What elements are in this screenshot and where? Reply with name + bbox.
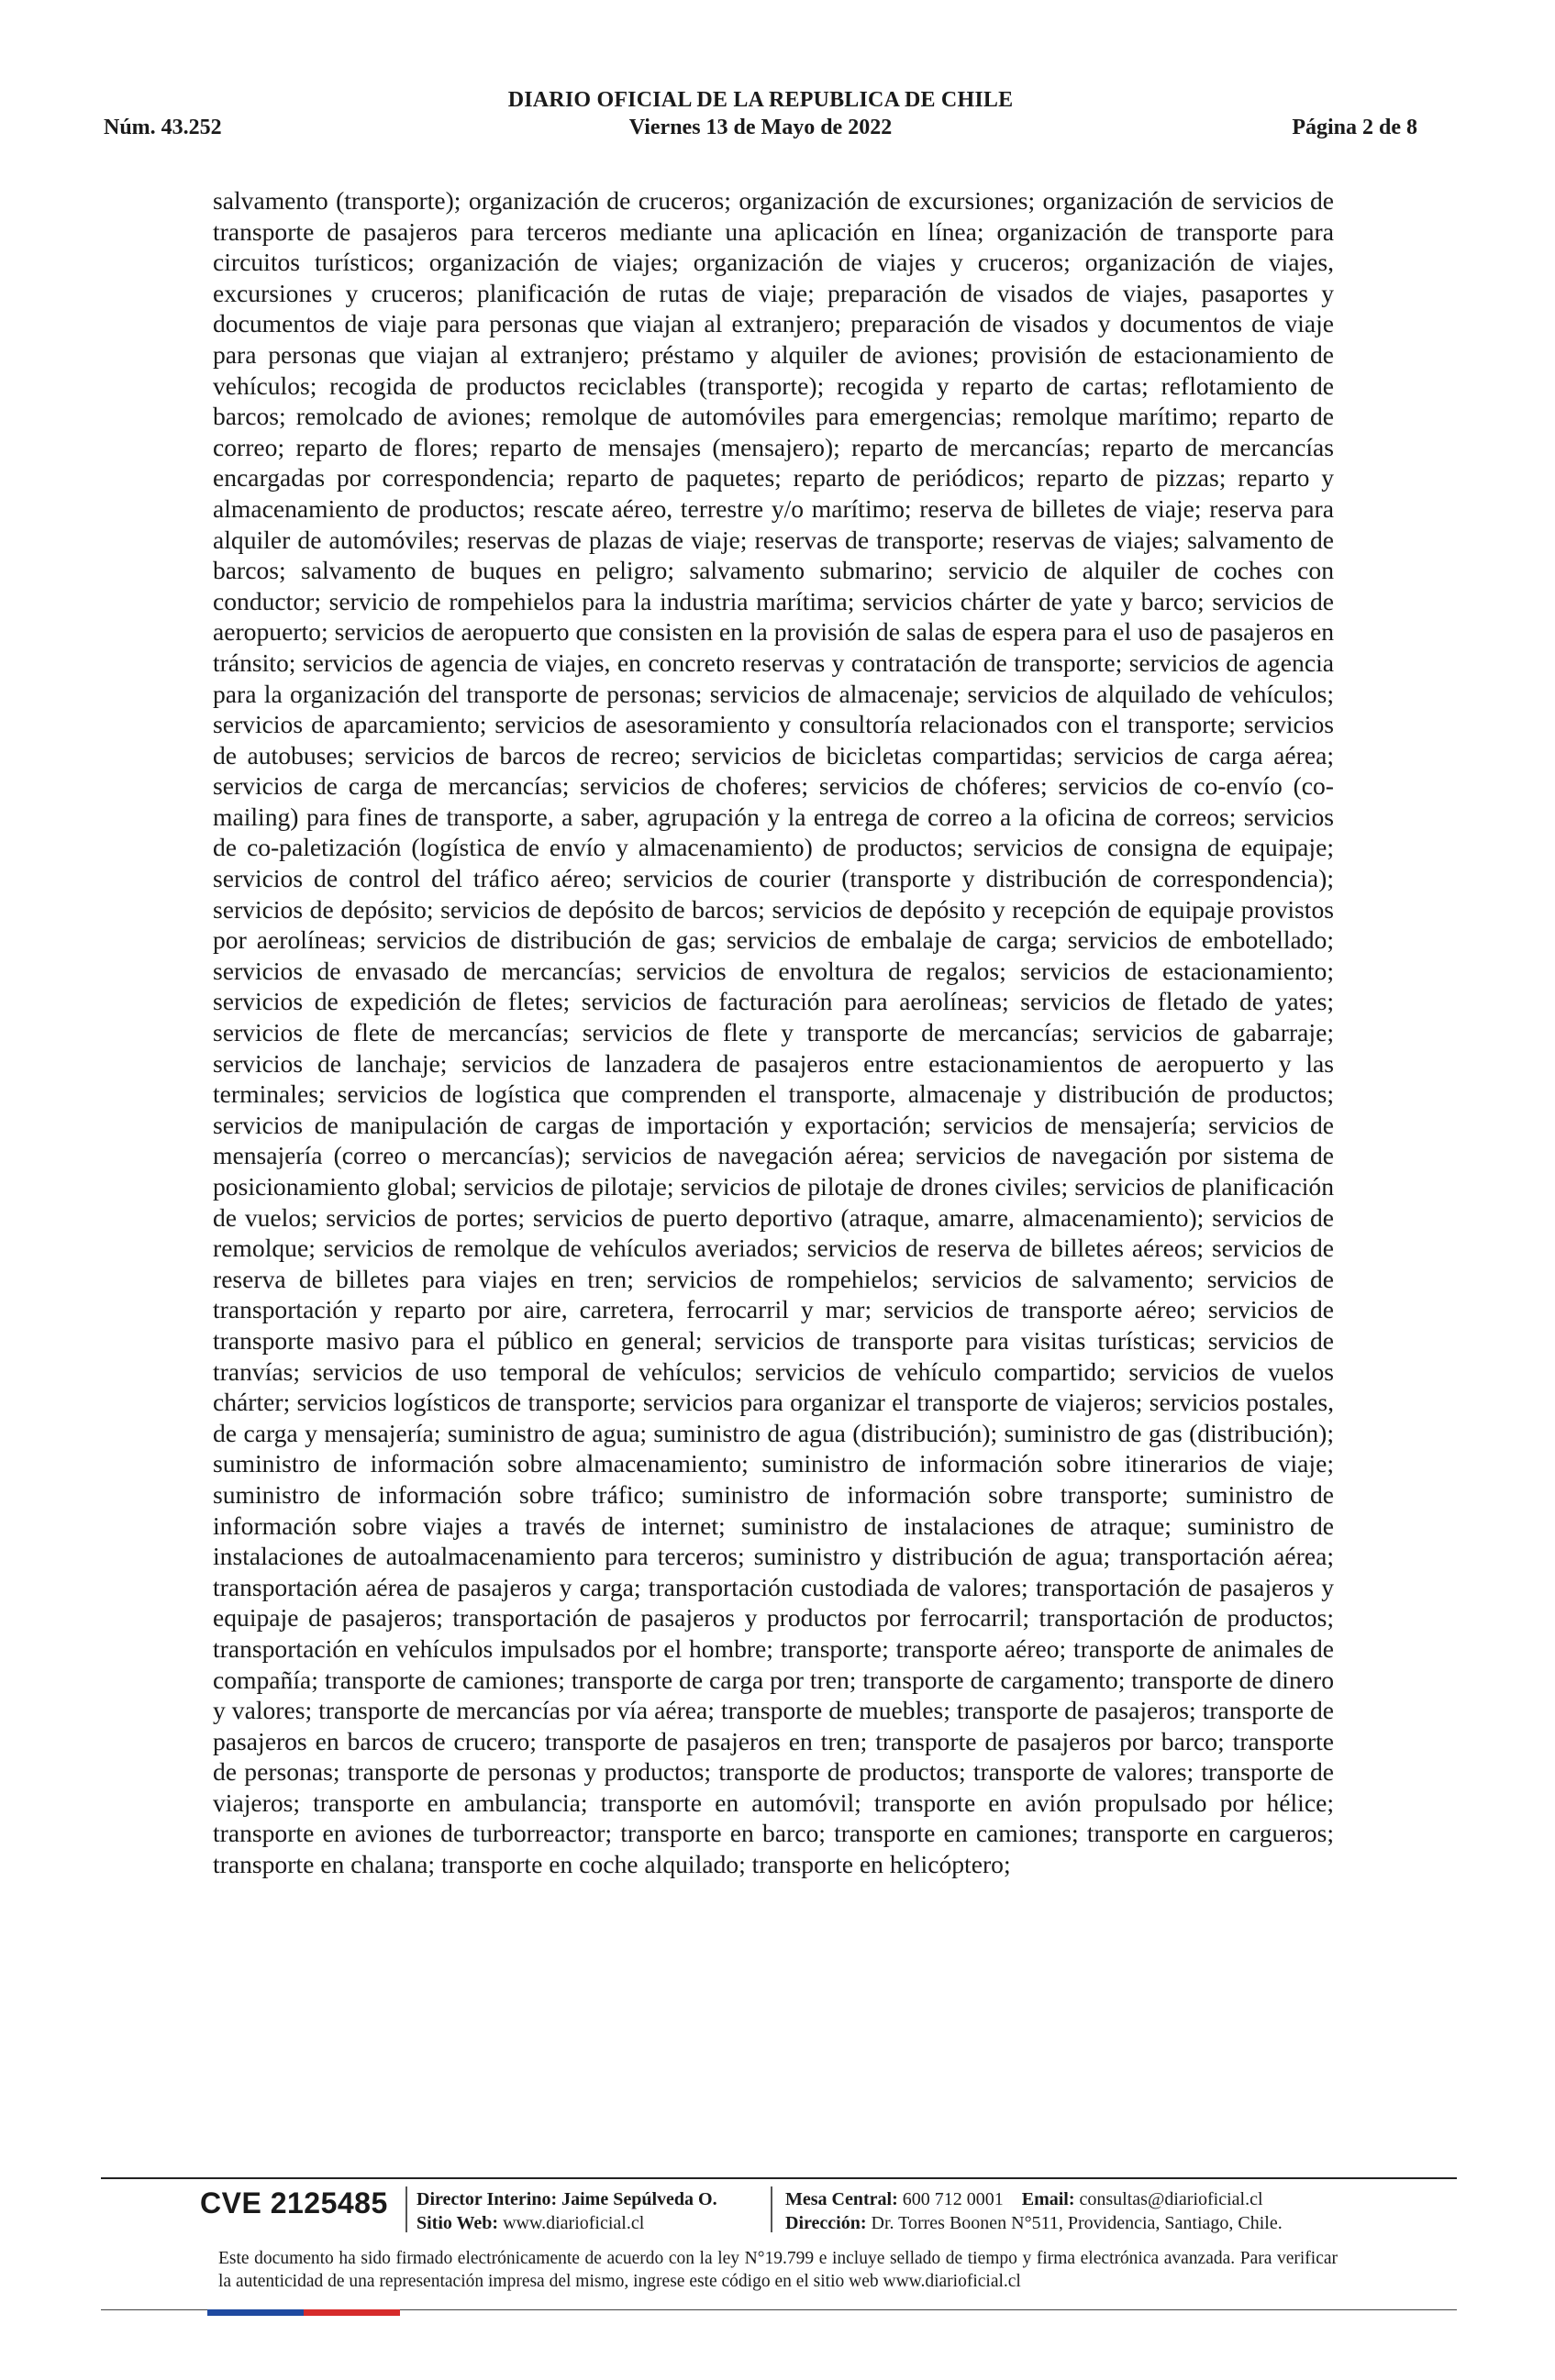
page-header [104, 88, 1417, 147]
phone-value: 600 712 0001 [902, 2189, 1004, 2209]
director-name: Jaime Sepúlveda O. [561, 2189, 717, 2209]
footer-separator [771, 2186, 772, 2232]
chile-flag-stripe [207, 2309, 400, 2316]
footer-contact-block [785, 2187, 1283, 2235]
page-number: Página 2 de 8 [1292, 116, 1417, 139]
phone-label: Mesa Central: [785, 2189, 898, 2209]
newspaper-title: DIARIO OFICIAL DE LA REPUBLICA DE CHILE [507, 88, 1014, 112]
email-label: Email: [1021, 2189, 1075, 2209]
contact-line [785, 2187, 1283, 2211]
director-label: Director Interino: [417, 2189, 558, 2209]
address-line [785, 2211, 1283, 2235]
address-label: Dirección: [785, 2213, 867, 2233]
website-label: Sitio Web: [417, 2213, 499, 2233]
flag-red-segment [304, 2309, 400, 2316]
website-line [417, 2211, 717, 2235]
cve-code: CVE 2125485 [200, 2186, 388, 2219]
issue-number: Núm. 43.252 [104, 116, 222, 139]
issue-date: Viernes 13 de Mayo de 2022 [628, 116, 893, 139]
flag-blue-segment [207, 2309, 304, 2316]
footer-divider-top [101, 2177, 1457, 2179]
footer-director-block [417, 2187, 717, 2235]
footer-separator [405, 2186, 407, 2232]
website-link[interactable]: www.diarioficial.cl [503, 2213, 645, 2233]
address-value: Dr. Torres Boonen N°511, Providencia, Santiago, Chile. [871, 2213, 1283, 2233]
director-line [417, 2187, 717, 2211]
electronic-signature-notice: Este documento ha sido firmado electrónicamente de acuerdo con la ley N°19.799 e incluye sellado de tiempo y firma electrónica avanzada. Para verificar la autenticidad de una representación impresa del mismo, ingrese este código en el sitio web www.diarioficial.cl [218, 2249, 1338, 2291]
body-paragraph: salvamento (transporte); organización de cruceros; organización de excursiones; organización de servicios de transporte de pasajeros para terceros mediante una aplicación en línea; organización de transporte para circuitos turísticos; organización de viajes; organización de viajes y cruceros; organización de viajes, excursiones y cruceros; planificación de rutas de viaje; preparación de visados de viajes, pasaportes y documentos de viaje para personas que viajan al extranjero; preparación de visados y documentos de viaje para personas que viajan al extranjero; préstamo y alquiler de aviones; provisión de estacionamiento de vehículos; recogida de productos reciclables (transporte); recogida y reparto de cartas; reflotamiento de barcos; remolcado de aviones; remolque de automóviles para emergencias; remolque marítimo; reparto de correo; reparto de flores; reparto de mensajes (mensajero); reparto de mercancías; reparto de mercancías encargadas por correspondencia; reparto de paquetes; reparto de periódicos; reparto de pizzas; reparto y almacenamiento de productos; rescate aéreo, terrestre y/o marítimo; reserva de billetes de viaje; reserva para alquiler de automóviles; reservas de plazas de viaje; reservas de transporte; reservas de viajes; salvamento de barcos; salvamento de buques en peligro; salvamento submarino; servicio de alquiler de coches con conductor; servicio de rompehielos para la industria marítima; servicios chárter de yate y barco; servicios de aeropuerto; servicios de aeropuerto que consisten en la provisión de salas de espera para el uso de pasajeros en tránsito; servicios de agencia de viajes, en concreto reservas y contratación de transporte; servicios de agencia para la organización del transporte de personas; servicios de almacenaje; servicios de alquilado de vehículos; servicios de aparcamiento; servicios de asesoramiento y consultoría relacionados con el transporte; servicios de autobuses; servicios de barcos de recreo; servicios de bicicletas compartidas; servicios de carga aérea; servicios de carga de mercancías; servicios de choferes; servicios de chóferes; servicios de co-envío (co-mailing) para fines de transporte, a saber, agrupación y la entrega de correo a la oficina de correos; servicios de co-paletización (logística de envío y almacenamiento) de productos; servicios de consigna de equipaje; servicios de control del tráfico aéreo; servicios de courier (transporte y distribución de correspondencia); servicios de depósito; servicios de depósito de barcos; servicios de depósito y recepción de equipaje provistos por aerolíneas; servicios de distribución de gas; servicios de embalaje de carga; servicios de embotellado; servicios de envasado de mercancías; servicios de envoltura de regalos; servicios de estacionamiento; servicios de expedición de fletes; servicios de facturación para aerolíneas; servicios de fletado de yates; servicios de flete de mercancías; servicios de flete y transporte de mercancías; servicios de gabarraje; servicios de lanchaje; servicios de lanzadera de pasajeros entre estacionamientos de aeropuerto y las terminales; servicios de logística que comprenden el transporte, almacenaje y distribución de productos; servicios de manipulación de cargas de importación y exportación; servicios de mensajería; servicios de mensajería (correo o mercancías); servicios de navegación aérea; servicios de navegación por sistema de posicionamiento global; servicios de pilotaje; servicios de pilotaje de drones civiles; servicios de planificación de vuelos; servicios de portes; servicios de puerto deportivo (atraque, amarre, almacenamiento); servicios de remolque; servicios de remolque de vehículos averiados; servicios de reserva de billetes aéreos; servicios de reserva de billetes para viajes en tren; servicios de rompehielos; servicios de salvamento; servicios de transportación y reparto por aire, carretera, ferrocarril y mar; servicios de transporte aéreo; servicios de transporte masivo para el público en general; servicios de transporte para visitas turísticas; servicios de tranvías; servicios de uso temporal de vehículos; servicios de vehículo compartido; servicios de vuelos chárter; servicios logísticos de transporte; servicios para organizar el transporte de viajeros; servicios postales, de carga y mensajería; suministro de agua; suministro de agua (distribución); suministro de gas (distribución); suministro de información sobre almacenamiento; suministro de información sobre itinerarios de viaje; suministro de información sobre tráfico; suministro de información sobre transporte; suministro de información sobre viajes a través de internet; suministro de instalaciones de atraque; suministro de instalaciones de autoalmacenamiento para terceros; suministro y distribución de agua; transportación aérea; transportación aérea de pasajeros y carga; transportación custodiada de valores; transportación de pasajeros y equipaje de pasajeros; transportación de pasajeros y productos por ferrocarril; transportación de productos; transportación en vehículos impulsados por el hombre; transporte; transporte aéreo; transporte de animales de compañía; transporte de camiones; transporte de carga por tren; transporte de cargamento; transporte de dinero y valores; transporte de mercancías por vía aérea; transporte de muebles; transporte de pasajeros; transporte de pasajeros en barcos de crucero; transporte de pasajeros en tren; transporte de pasajeros por barco; transporte de personas; transporte de personas y productos; transporte de productos; transporte de valores; transporte de viajeros; transporte en ambulancia; transporte en automóvil; transporte en avión propulsado por hélice; transporte en aviones de turborreactor; transporte en barco; transporte en camiones; transporte en cargueros; transporte en chalana; transporte en coche alquilado; transporte en helicóptero; [213, 186, 1334, 1879]
email-link[interactable]: consultas@diarioficial.cl [1079, 2189, 1263, 2209]
